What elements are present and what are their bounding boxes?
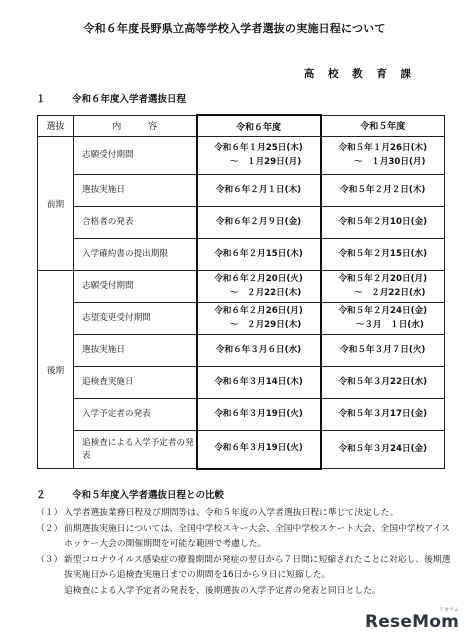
document-title: 令和６年度長野県立高等学校入学者選抜の実施日程について [83, 22, 386, 35]
date-cell-r5 [321, 239, 445, 271]
row-item: 志願受付期間 [74, 271, 197, 303]
date-cell-r5 [321, 367, 445, 399]
date-line: 令和５年２月10日(金) [338, 216, 428, 227]
table-row [38, 137, 445, 175]
note-item [36, 584, 456, 600]
section-2-title: 令和５年度入学者選抜日程との比較 [72, 490, 225, 501]
row-item: 追検査実施日 [74, 367, 197, 399]
row-item: 追検査による入学予定者の発表 [74, 431, 197, 469]
late-division-label: 後期 [38, 271, 74, 469]
row-item: 志願受付期間 [74, 137, 197, 175]
table-header-row [38, 115, 445, 137]
date-cell-r5 [321, 207, 445, 239]
date-line: 令和５年３月22日(水) [338, 376, 428, 387]
date-line: ～ １月29日(月) [229, 156, 302, 167]
date-line: ～ ２月29日(木) [229, 319, 302, 330]
note-item [36, 522, 456, 553]
note-item [36, 506, 456, 522]
table-row [38, 175, 445, 207]
date-line: 令和６年２月９日(金) [215, 216, 302, 227]
date-line: ～ ２月22日(木) [229, 287, 302, 298]
date-line: 令和５年２月15日(水) [338, 248, 428, 259]
schedule-table [37, 114, 445, 470]
note-number: （３） [36, 554, 63, 565]
department-name: 高 校 教 育 課 [303, 68, 416, 80]
table-row [38, 335, 445, 367]
row-item: 選抜実施日 [74, 175, 197, 207]
date-cell-r5 [321, 303, 445, 335]
logo-subtext: リセマム [439, 607, 459, 613]
row-item: 合格者の発表 [74, 207, 197, 239]
section-1-number: １ [36, 94, 46, 105]
date-cell-r6 [197, 239, 321, 271]
date-cell-r5 [321, 137, 445, 175]
header-r6: 令和６年度 [197, 115, 321, 137]
date-cell-r5 [321, 431, 445, 469]
date-cell-r6 [197, 303, 321, 335]
date-cell-r6 [197, 431, 321, 469]
note-item [36, 553, 456, 584]
date-line: 令和５年２月20日(月) [338, 273, 428, 284]
date-line: ～ ２月22日(水) [354, 287, 426, 298]
header-division: 選抜 [38, 115, 74, 137]
section-2-heading [36, 487, 224, 501]
early-division-label: 前期 [38, 137, 74, 271]
note-number: （１） [36, 508, 63, 518]
date-cell-r6 [197, 207, 321, 239]
date-line: 令和６年２月20日(火) [214, 273, 303, 284]
date-line: 令和５年２月２日(木) [340, 184, 426, 195]
date-cell-r5 [321, 175, 445, 207]
resemom-logo [365, 607, 459, 632]
date-cell-r6 [197, 271, 321, 303]
date-line: 令和６年１月25日(木) [214, 142, 303, 153]
date-line: 令和６年３月14日(木) [214, 376, 303, 387]
note-text: 新型コロナウイルス感染症の療養期間が発症の翌日から７日間に短縮されたことに対応し、後期選抜実施日から追検査実施日までの期間を16日から９日に短縮した。 [64, 554, 451, 580]
note-text: 追検査による入学予定者の発表を、後期選抜の入学予定者の発表と同日とした。 [64, 585, 381, 596]
row-item: 志望変更受付期間 [74, 303, 197, 335]
date-cell-r6 [197, 367, 321, 399]
section-2-number: ２ [36, 490, 46, 501]
date-line: ～３月 １日(水) [355, 319, 424, 330]
header-r5: 令和５年度 [321, 115, 445, 137]
note-text: 前期選抜実施日については、全国中学校スキー大会、全国中学校スケート大会、全国中学校アイスホッケー大会の開催期間を可能な範囲で考慮した。 [64, 523, 451, 549]
date-cell-r6 [197, 335, 321, 367]
date-cell-r5 [321, 399, 445, 431]
table-row [38, 271, 445, 303]
table-row [38, 303, 445, 335]
date-line: 令和６年２月26日(月) [214, 305, 303, 316]
note-number: （２） [36, 523, 63, 534]
date-line: 令和５年３月７日(火) [340, 344, 426, 355]
date-cell-r5 [321, 335, 445, 367]
date-line: 令和６年２月15日(木) [214, 248, 303, 259]
section-1-heading [36, 91, 186, 105]
date-line: 令和６年２月１日(木) [215, 184, 302, 195]
note-text: 入学者選抜業務日程及び期間等は、令和５年度の入学者選抜日程に準じて決定した。 [64, 508, 399, 518]
logo-text: ReseMom [365, 612, 459, 632]
date-line: 令和６年３月19日(火) [214, 408, 303, 419]
date-line: 令和５年３月24日(金) [338, 443, 428, 454]
date-line: 令和５年２月24日(金) [338, 305, 428, 316]
date-line: ～ １月30日(月) [354, 156, 426, 167]
date-line: 令和５年１月26日(木) [338, 142, 428, 153]
comparison-notes [36, 506, 456, 599]
date-cell-r6 [197, 137, 321, 175]
row-item: 入学予定者の発表 [74, 399, 197, 431]
table-row [38, 239, 445, 271]
date-line: 令和６年３月19日(火) [214, 443, 303, 454]
table-row [38, 431, 445, 469]
date-cell-r6 [197, 175, 321, 207]
date-line: 令和５年３月17日(金) [338, 408, 428, 419]
date-cell-r5 [321, 271, 445, 303]
date-cell-r6 [197, 399, 321, 431]
table-row [38, 207, 445, 239]
section-1-title: 令和６年度入学者選抜日程 [72, 94, 187, 105]
row-item: 入学確約書の提出期限 [74, 239, 197, 271]
header-content: 内 容 [74, 115, 197, 137]
row-item: 選抜実施日 [74, 335, 197, 367]
table-row [38, 399, 445, 431]
date-line: 令和６年３月６日(水) [215, 344, 302, 355]
table-row [38, 367, 445, 399]
